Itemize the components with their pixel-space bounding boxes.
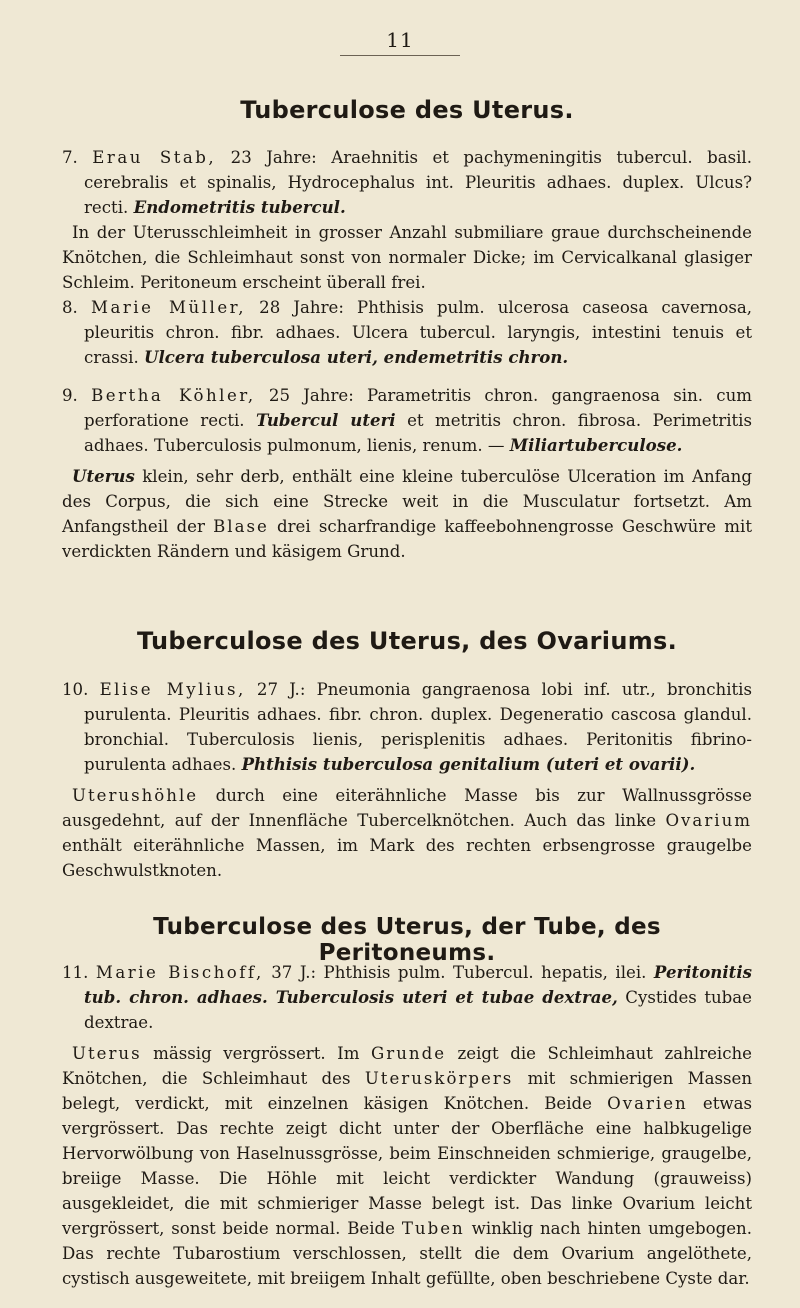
finding-text-end: etwas vergrössert. Das rechte zeigt dicht unter der Oberfläche eine halbkugelige Hervorwölbung von Haselnussgrösse, beim Einschneiden schmierige, graugelbe, breiige Masse. Die Höhle mit leicht verdickter Wandung (grauweiss) ausgekleidet, die mit schmieriger Masse belegt ist. Das linke Ovarium leicht vergrössert, sonst beide normal. Beide [62, 1094, 752, 1238]
case-diagnosis: Peritonitis tub. chron. adhaes. Tuberculosis uteri et tubae dextrae, [84, 962, 752, 1007]
patient-name: Marie Bischoff, [95, 963, 264, 982]
case-number: 11. [62, 963, 89, 982]
section-heading-peritoneum: Tuberculose des Uterus, der Tube, des Peritoneums. [153, 914, 661, 966]
page-number: 11 [386, 28, 414, 52]
finding-organ: Grunde [371, 1044, 447, 1063]
finding-lead: Uterus [72, 1044, 142, 1063]
case-number: 10. [62, 680, 89, 699]
patient-name: Bertha Köhler, [91, 386, 256, 405]
case-diagnosis: Phthisis tuberculosa genitalium (uteri et ovarii). [241, 754, 696, 774]
finding-text-end: enthält eiterähnliche Massen, im Mark des rechten erbsengrosse graugelbe Geschwulstknoten. [62, 836, 752, 880]
finding-lead: Uterus [72, 466, 135, 486]
section-heading-uterus: Tuberculose des Uterus. [240, 96, 574, 124]
finding-text-end: drei scharfrandige kaffeebohnengrosse Geschwüre mit verdickten Rändern und käsigem Grund. [62, 517, 752, 561]
case-finding [62, 1041, 752, 1291]
page-number-rule [340, 55, 460, 56]
case-entry-9 [62, 383, 752, 564]
finding-text: durch eine eiterähnliche Masse bis zur Wallnussgrösse ausgedehnt, auf der Innenfläche Tubercelknötchen. Auch das linke [62, 786, 752, 830]
case-diagnosis: Ulcera tuberculosa uteri, endemetritis chron. [144, 347, 569, 367]
patient-name: Elise Mylius, [99, 680, 246, 699]
section-heading-ovarium: Tuberculose des Uterus, des Ovariums. [136, 627, 678, 655]
case-finding [62, 464, 752, 564]
finding-text: mässig vergrössert. Im [141, 1044, 372, 1063]
finding-organ: Ovarium [665, 811, 752, 830]
finding-text-mid-2: mit schmierigen Massen belegt, verdickt, mit einzelnen käsigen Knötchen. Beide [62, 1069, 753, 1113]
case-text: 25 Jahre: Parametritis chron. gangraenosa sin. cum perforatione recti. [84, 386, 752, 430]
case-diagnosis: Tubercul uteri [256, 410, 396, 430]
case-diagnosis: Endometritis tubercul. [133, 197, 346, 217]
finding-text: klein, sehr derb, enthält eine kleine tuberculöse Ulceration im Anfang des Corpus, die sich eine Strecke weit in die Musculatur fortsetzt. Am Anfangstheil der [62, 467, 752, 536]
case-entry-10 [62, 677, 752, 883]
finding-text-mid: zeigt die Schleimhaut zahlreiche Knötchen, die Schleimhaut des [62, 1044, 752, 1088]
finding-lead: Uterushöhle [72, 786, 199, 805]
finding-organ: Blase [213, 517, 269, 536]
case-text: 27 J.: Pneumonia gangraenosa lobi inf. utr., bronchitis purulenta. Pleuritis adhaes. fibr. chron. duplex. Degeneratio cascosa glandul. bronchial. Tuberculosis lienis, perisplenitis adhaes. Peritonitis fibrino-purulenta adhaes. [84, 680, 753, 774]
finding-text-end-2: winklig nach hinten umgebogen. Das rechte Tubarostium verschlossen, stellt die dem Ovarium angelöthete, cystisch ausgeweitete, mit breiigem Inhalt gefüllte, oben beschriebene Cyste dar. [62, 1219, 752, 1288]
patient-name: Erau Stab, [92, 148, 217, 167]
case-finding: In der Uterusschleimheit in grosser Anzahl submiliare graue durchscheinende Knötchen, die Schleimhaut sonst von normaler Dicke; im Cervicalkanal glasiger Schleim. Peritoneum erscheint überall frei. [62, 223, 752, 292]
finding-organ-3: Ovarien [607, 1094, 688, 1113]
case-number: 7. [62, 148, 78, 167]
case-number: 9. [62, 386, 78, 405]
case-finding [62, 783, 752, 883]
case-number: 8. [62, 298, 78, 317]
case-text-continued: Cystides tubae dextrae. [84, 988, 753, 1032]
finding-organ-2: Uteruskörpers [364, 1069, 514, 1088]
case-text: 37 J.: Phthisis pulm. Tubercul. hepatis, ilei. [263, 963, 654, 982]
finding-organ-4: Tuben [401, 1219, 465, 1238]
case-entry-8 [62, 295, 752, 370]
case-text: 28 Jahre: Phthisis pulm. ulcerosa caseosa cavernosa, pleuritis chron. fibr. adhaes. Ulcera tubercul. laryngis, intestini tenuis et crassi. [84, 298, 753, 367]
case-entry-11 [62, 960, 752, 1291]
patient-name: Marie Müller, [90, 298, 247, 317]
case-entry-7 [62, 145, 752, 295]
case-diagnosis-secondary: Miliartuberculose. [509, 435, 683, 455]
case-text: 23 Jahre: Araehnitis et pachymeningitis tubercul. basil. cerebralis et spinalis, Hydrocephalus int. Pleuritis adhaes. duplex. Ulcus? recti. [84, 148, 752, 217]
case-text-continued: et metritis chron. fibrosa. Perimetritis adhaes. Tuberculosis pulmonum, lienis, renum. — [84, 411, 753, 455]
